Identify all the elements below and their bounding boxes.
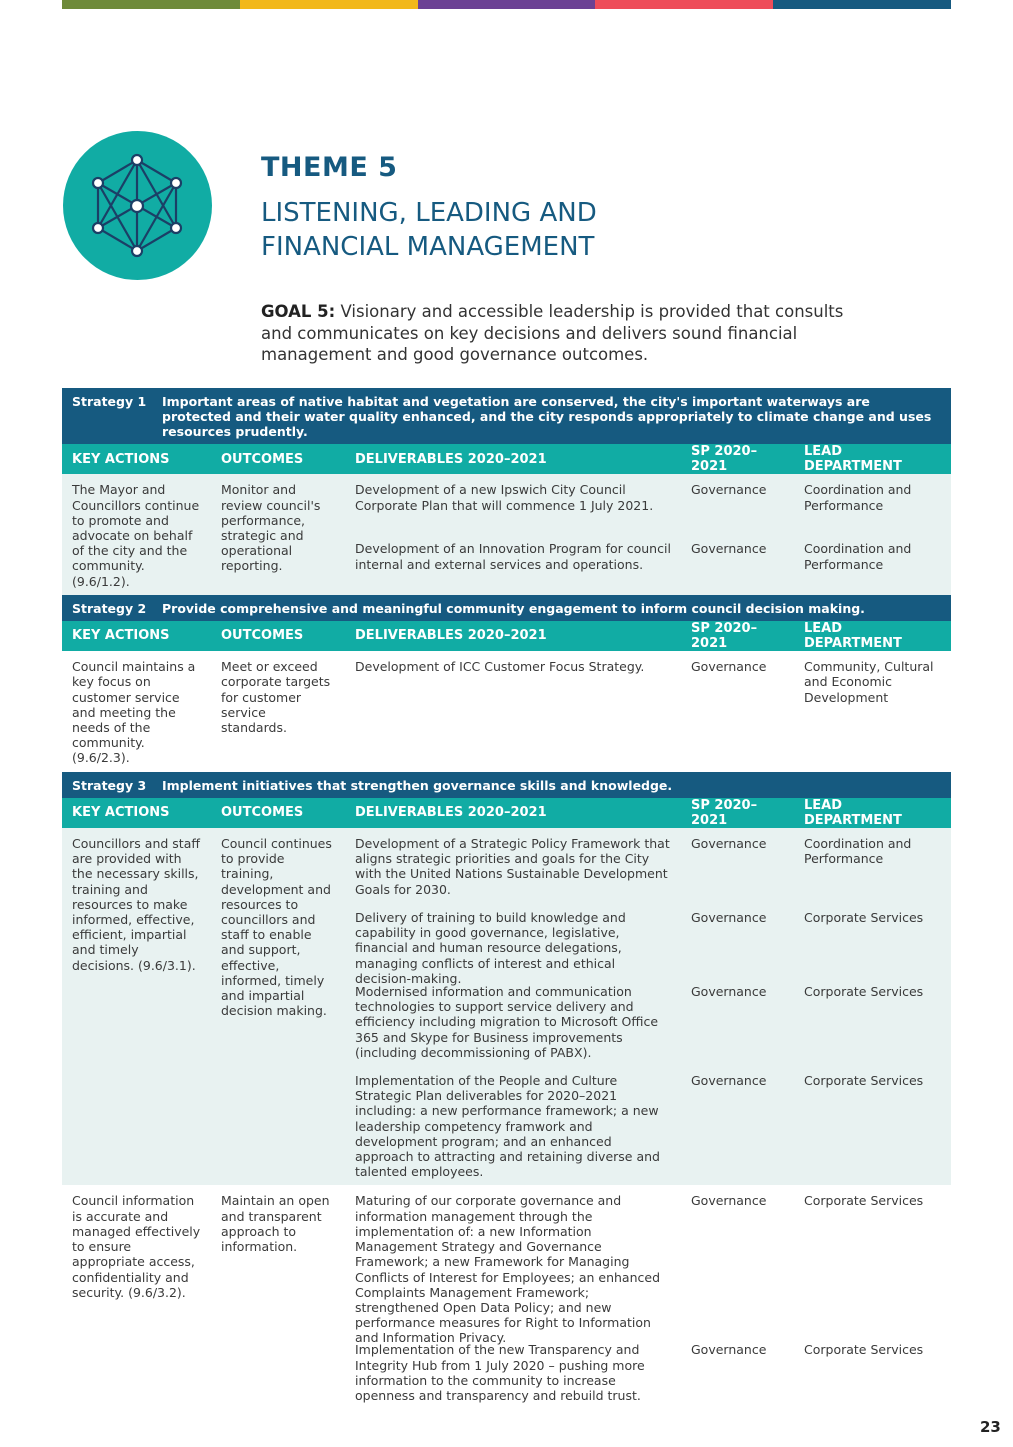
sp-value: Governance	[691, 1073, 767, 1089]
header-lead-department: LEAD DEPARTMENT	[794, 444, 951, 474]
header-key-actions: KEY ACTIONS	[62, 444, 211, 474]
outcome-cell: Maintain an open and transparent approach to information.	[211, 1185, 345, 1409]
color-bar-segment	[62, 0, 240, 9]
deliverables-cell	[345, 474, 681, 594]
lead-value: Coordination and Performance	[804, 836, 912, 867]
header-lead-department: LEAD DEPARTMENT	[794, 621, 951, 651]
header-lead-department: LEAD DEPARTMENT	[794, 798, 951, 828]
theme-title-line: LISTENING, LEADING AND	[261, 198, 597, 228]
table-row	[62, 828, 951, 1185]
header-sp: SP 2020–2021	[681, 621, 794, 651]
deliverable: Development of an Innovation Program for council internal and external services and operations.	[355, 541, 671, 572]
color-bar-segment	[418, 0, 596, 9]
header-outcomes: OUTCOMES	[211, 798, 345, 828]
deliverables-cell	[345, 828, 681, 1185]
strategy-label: Strategy 2	[72, 600, 147, 616]
deliverable: Maturing of our corporate governance and information management through the implementation of: a new Information Management Strategy and Governance Framework; a new Framework for Managing Conflicts of Interest for Employees; an enhanced Complaints Management Framework; strengthened Open Data Policy; and new performance measures for Right to Information and Information Privacy.	[355, 1193, 661, 1346]
table-row	[62, 1185, 951, 1409]
strategy-row	[62, 595, 951, 621]
color-bar-segment	[595, 0, 773, 9]
lead-value: Corporate Services	[804, 1073, 924, 1089]
outcome-cell: Meet or exceed corporate targets for customer service standards.	[211, 651, 345, 771]
header-outcomes: OUTCOMES	[211, 621, 345, 651]
sp-cell	[681, 828, 794, 1185]
lead-value: Corporate Services	[804, 984, 924, 1000]
sp-value: Governance	[691, 836, 767, 852]
color-bar-segment	[240, 0, 418, 9]
header-row	[62, 798, 951, 828]
key-action-cell: Council maintains a key focus on customer service and meeting the needs of the community. (9.6/2.3).	[62, 651, 211, 771]
sp-value: Governance	[691, 1342, 767, 1358]
header-key-actions: KEY ACTIONS	[62, 798, 211, 828]
deliverable: Development of a new Ipswich City Council Corporate Plan that will commence 1 July 2021.	[355, 482, 654, 513]
key-action-cell: Council information is accurate and managed effectively to ensure appropriate access, confidentiality and security. (9.6/3.2).	[62, 1185, 211, 1409]
header-key-actions: KEY ACTIONS	[62, 621, 211, 651]
theme-label: THEME 5	[261, 152, 398, 183]
theme-title	[261, 196, 861, 264]
lead-value: Corporate Services	[804, 1193, 924, 1209]
color-bar-segment	[773, 0, 951, 9]
deliverable: Implementation of the People and Culture Strategic Plan deliverables for 2020–2021 including: a new performance framework; a new leadership competency framwork and development program; and an enhanced approach to attracting and retaining diverse and talented employees.	[355, 1073, 660, 1180]
outcome-cell: Monitor and review council's performance, strategic and operational reporting.	[211, 474, 345, 594]
strategy-text: Important areas of native habitat and vegetation are conserved, the city's important waterways are protected and their water quality enhanced, and the city responds appropriately to climate change and uses resources prudently.	[162, 394, 932, 439]
network-icon	[63, 131, 212, 280]
strategy-label: Strategy 3	[72, 777, 147, 793]
strategy-text: Provide comprehensive and meaningful community engagement to inform council decision making.	[162, 600, 865, 616]
page-number: 23	[980, 1418, 1001, 1436]
header-row	[62, 621, 951, 651]
deliverables-cell: Development of ICC Customer Focus Strategy.	[345, 651, 681, 771]
sp-value: Governance	[691, 541, 767, 557]
goal-label: GOAL 5:	[261, 302, 336, 321]
goal-text: Visionary and accessible leadership is provided that consults and communicates on key decisions and delivers sound financial management and good governance outcomes.	[261, 302, 844, 364]
lead-cell: Community, Cultural and Economic Development	[794, 651, 951, 771]
color-bar	[62, 0, 951, 9]
table-row	[62, 651, 951, 771]
sp-value: Governance	[691, 482, 767, 498]
sp-cell	[681, 1185, 794, 1409]
header-outcomes: OUTCOMES	[211, 444, 345, 474]
sp-value: Governance	[691, 1193, 767, 1209]
lead-value: Coordination and Performance	[804, 482, 912, 513]
outcome-cell: Council continues to provide training, development and resources to councillors and staff to enable and support, effective, informed, timely and impartial decision making.	[211, 828, 345, 1185]
theme-badge	[63, 131, 212, 280]
header-row	[62, 444, 951, 474]
lead-cell	[794, 1185, 951, 1409]
goal-statement	[261, 301, 861, 366]
deliverable: Delivery of training to build knowledge and capability in good governance, legislative, financial and human resource delegations, managing conflicts of interest and ethical decision-making.	[355, 910, 626, 986]
header-deliverables: DELIVERABLES 2020–2021	[345, 621, 681, 651]
lead-cell	[794, 474, 951, 594]
deliverables-cell	[345, 1185, 681, 1409]
strategy-text: Implement initiatives that strengthen governance skills and knowledge.	[162, 777, 673, 793]
lead-value: Corporate Services	[804, 910, 924, 926]
lead-value: Corporate Services	[804, 1342, 924, 1358]
sp-cell: Governance	[681, 651, 794, 771]
table-row	[62, 474, 951, 594]
lead-value: Coordination and Performance	[804, 541, 912, 572]
sp-value: Governance	[691, 984, 767, 1000]
lead-cell	[794, 828, 951, 1185]
header-deliverables: DELIVERABLES 2020–2021	[345, 798, 681, 828]
strategy-label: Strategy 1	[72, 394, 147, 409]
sp-cell	[681, 474, 794, 594]
deliverable: Development of a Strategic Policy Framework that aligns strategic priorities and goals for the City with the United Nations Sustainable Development Goals for 2030.	[355, 836, 670, 897]
key-action-cell: The Mayor and Councillors continue to promote and advocate on behalf of the city and the community. (9.6/1.2).	[62, 474, 211, 594]
header-sp: SP 2020–2021	[681, 798, 794, 828]
deliverable: Modernised information and communication technologies to support service delivery and efficiency including migration to Microsoft Office 365 and Skype for Business improvements (including decommissioning of PABX).	[355, 984, 659, 1060]
key-action-cell: Councillors and staff are provided with the necessary skills, training and resources to make informed, effective, efficient, impartial and timely decisions. (9.6/3.1).	[62, 828, 211, 1185]
header-sp: SP 2020–2021	[681, 444, 794, 474]
header-deliverables: DELIVERABLES 2020–2021	[345, 444, 681, 474]
theme-title-line: FINANCIAL MANAGEMENT	[261, 232, 595, 262]
sp-value: Governance	[691, 910, 767, 926]
strategy-row	[62, 388, 951, 444]
deliverable: Implementation of the new Transparency and Integrity Hub from 1 July 2020 – pushing more information to the community to increase openness and transparency and rebuild trust.	[355, 1342, 645, 1404]
strategy-row	[62, 772, 951, 798]
strategy-table	[62, 388, 951, 1409]
